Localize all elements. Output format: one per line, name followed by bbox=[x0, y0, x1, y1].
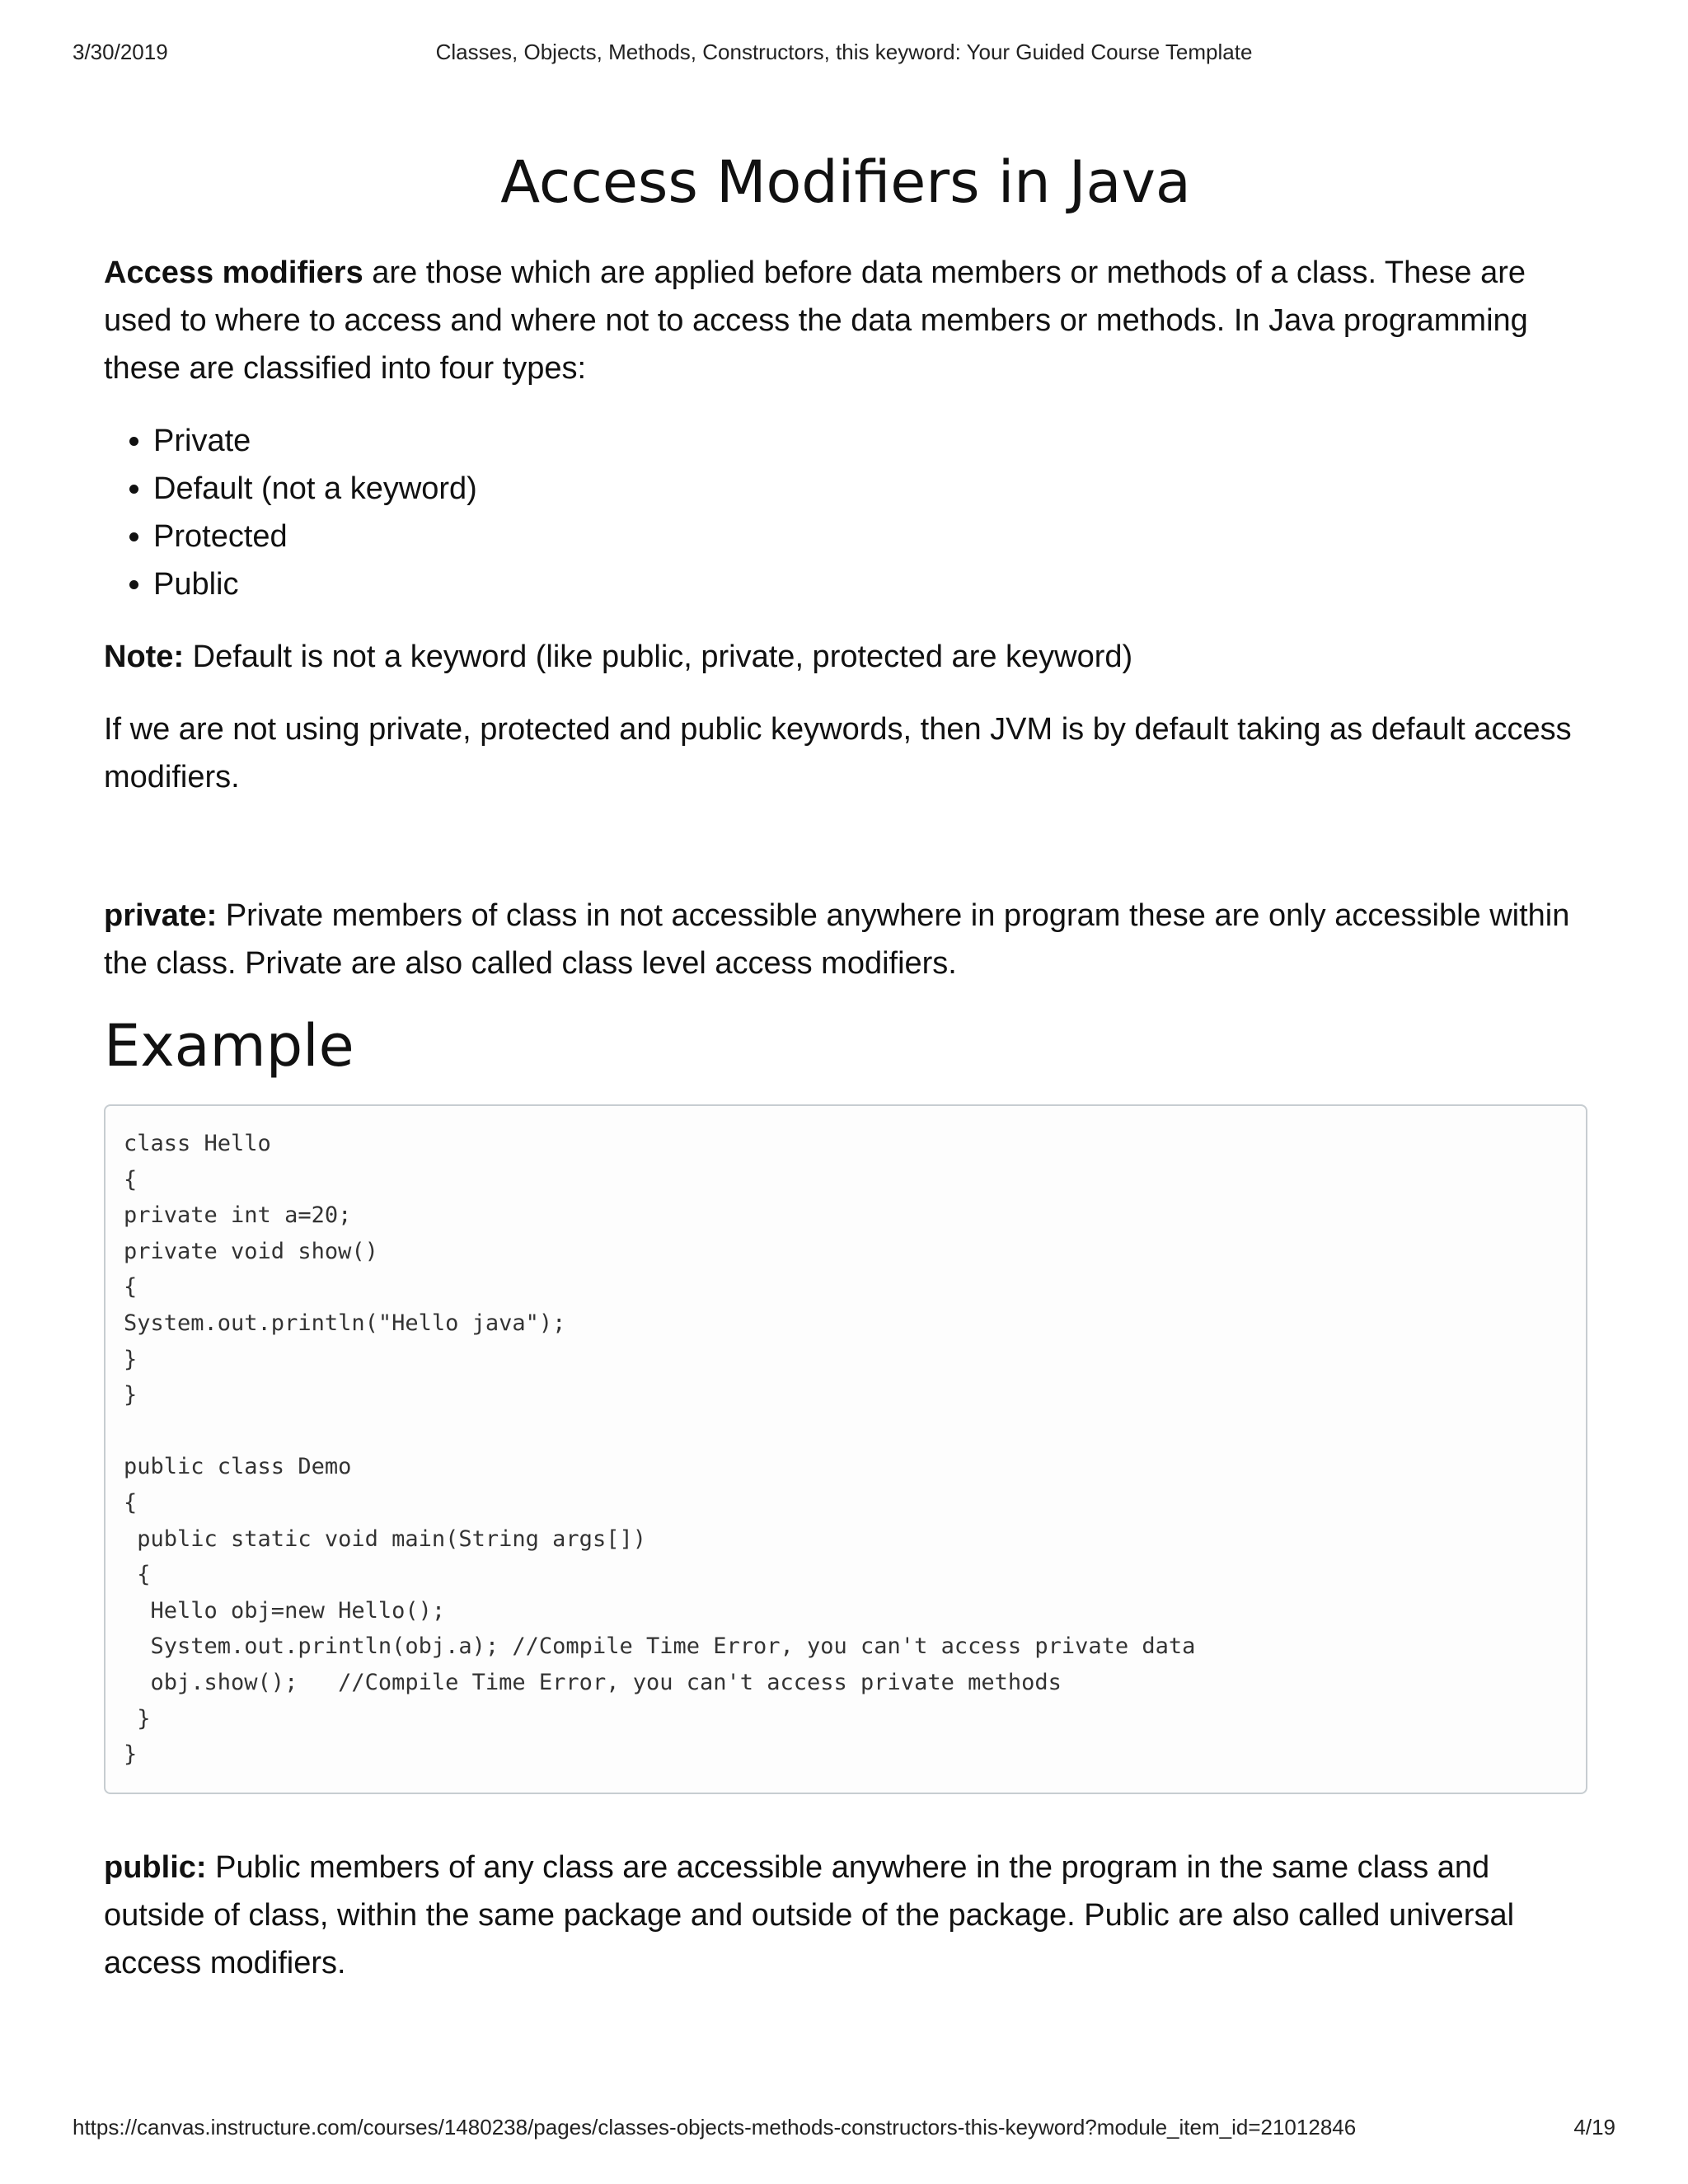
access-modifier-list bbox=[104, 417, 1587, 608]
note-label: Note: bbox=[104, 640, 185, 674]
public-paragraph bbox=[104, 1844, 1587, 1987]
intro-bold-term: Access modifiers bbox=[104, 255, 363, 290]
note-text: Default is not a keyword (like public, private, protected are keyword) bbox=[184, 640, 1133, 674]
public-text: Public members of any class are accessible anywhere in the program in the same class and outside of class, within the same package and outside of the package. Public are also called universal access modifiers. bbox=[104, 1849, 1515, 1980]
list-item: • Default (not a keyword) bbox=[153, 465, 1587, 513]
note-paragraph bbox=[104, 633, 1587, 681]
private-text: Private members of class in not accessible anywhere in program these are only accessible within the class. Private are also called class level access modifiers. bbox=[104, 898, 1570, 981]
intro-paragraph bbox=[104, 249, 1587, 392]
print-document-title: Classes, Objects, Methods, Constructors, this keyword: Your Guided Course Template bbox=[435, 40, 1253, 64]
print-header bbox=[73, 40, 1615, 69]
print-date: 3/30/2019 bbox=[73, 40, 168, 64]
spacer bbox=[104, 826, 1587, 892]
intro-text: are those which are applied before data members or methods of a class. These are used to where to access and where not to access the data members or methods. In Java programming these are classified into four types: bbox=[104, 255, 1528, 386]
page-url: https://canvas.instructure.com/courses/1480238/pages/classes-objects-methods-constructors-this-keyword?module_item_id=21012846 bbox=[73, 2115, 1357, 2139]
page-title: Access Modifiers in Java bbox=[500, 148, 1191, 216]
list-item: • Private bbox=[153, 417, 1587, 465]
print-footer bbox=[73, 2115, 1615, 2144]
page-content bbox=[104, 148, 1587, 2012]
code-text: class Hello { private int a=20; private void show() { System.out.println("Hello java"); } } public class Demo { public static void main(String args[]) { Hello obj=new Hello(); System.out.println(obj.a); //Compile Time Error, you can't access private data obj.show(); //Compile Time Error, you can't access private methods } } bbox=[124, 1131, 1196, 1768]
code-block bbox=[104, 1104, 1587, 1794]
page-number: 4/19 bbox=[1573, 2115, 1615, 2139]
example-heading: Example bbox=[104, 1012, 354, 1080]
list-item: • Public bbox=[153, 560, 1587, 608]
default-paragraph: If we are not using private, protected and public keywords, then JVM is by default taking as default access modifiers. bbox=[104, 712, 1572, 794]
private-paragraph bbox=[104, 892, 1587, 987]
public-label: public: bbox=[104, 1849, 207, 1885]
private-label: private: bbox=[104, 898, 218, 933]
list-item: • Protected bbox=[153, 513, 1587, 560]
